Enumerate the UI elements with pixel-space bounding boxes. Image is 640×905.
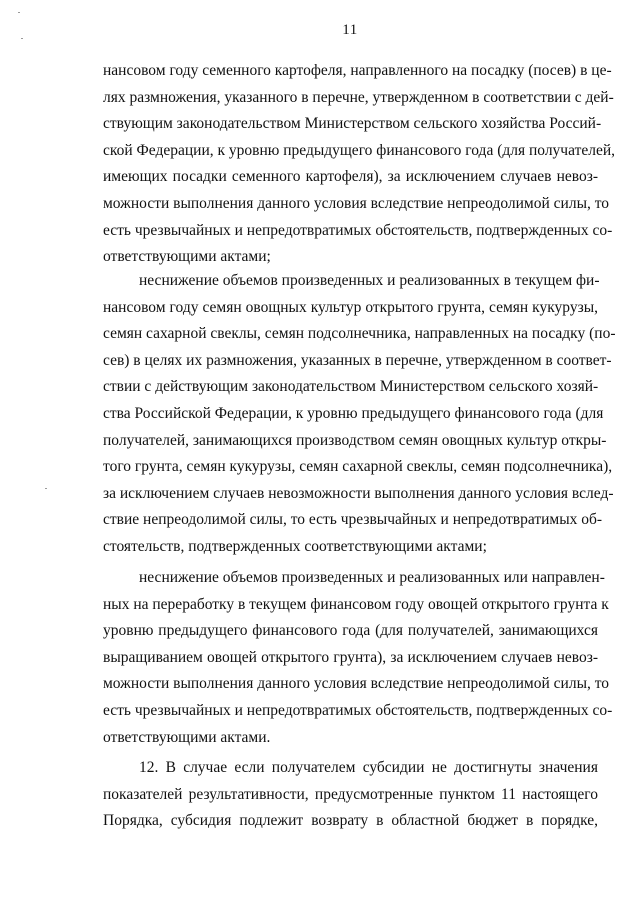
text-line: уровню предыдущего финансового года (для получателей, занимающихся — [103, 622, 598, 640]
text-line: ствие непреодолимой силы, то есть чрезвычайных и непредотвратимых об- — [103, 511, 603, 529]
text-line: ства Российской Федерации, к уровню предыдущего финансового года (для — [103, 404, 604, 422]
text-line: семян сахарной свеклы, семян подсолнечника, направленных на посадку (по- — [103, 325, 616, 343]
text-line: ствующим законодательством Министерством сельского хозяйства Россий- — [103, 115, 602, 133]
text-line: можности выполнения данного условия вследствие непреодолимой силы, то — [103, 194, 610, 212]
text-line: Порядка, субсидия подлежит возврату в областной бюджет в порядке, — [103, 812, 598, 830]
paragraph-item-12 — [103, 755, 598, 835]
text-line: сев) в целях их размножения, указанных в перечне, утвержденном в соответ- — [103, 351, 612, 369]
text-line: нансовом году семенного картофеля, направленного на посадку (посев) в це- — [103, 62, 612, 79]
page-number: 11 — [342, 22, 358, 38]
text-line: есть чрезвычайных и непредотвратимых обстоятельств, подтвержденных со- — [103, 701, 613, 719]
text-line: имеющих посадки семенного картофеля), за исключением случаев невоз- — [103, 168, 598, 186]
text-line: ответствующими актами. — [103, 728, 271, 746]
text-line: ных на переработку в текущем финансовом году овощей открытого грунта к — [103, 595, 609, 613]
scan-artifact — [18, 12, 20, 13]
text-line: есть чрезвычайных и непредотвратимых обстоятельств, подтвержденных со- — [103, 221, 613, 239]
text-line: неснижение объемов произведенных и реализованных или направлен- — [139, 569, 605, 586]
scan-artifact — [45, 488, 47, 489]
text-line: нансовом году семян овощных культур открытого грунта, семян кукурузы, — [103, 298, 598, 316]
text-line: ской Федерации, к уровню предыдущего финансового года (для получателей, — [103, 141, 616, 159]
text-line: показателей результативности, предусмотренные пунктом 11 настоящего — [103, 785, 598, 803]
text-line: можности выполнения данного условия вследствие непреодолимой силы, то — [103, 675, 610, 693]
text-line: за исключением случаев невозможности выполнения данного условия вслед- — [103, 484, 614, 502]
text-line: лях размножения, указанного в перечне, утвержденном в соответствии с дей- — [103, 88, 614, 106]
paragraph-vegetables — [103, 565, 613, 751]
text-line: ствии с действующим законодательством Министерством сельского хозяй- — [103, 378, 599, 396]
text-line: стоятельств, подтвержденных соответствующими актами; — [103, 537, 487, 555]
text-line: неснижение объемов произведенных и реализованных в текущем фи- — [139, 272, 600, 289]
text-line: 12. В случае если получателем субсидии не достигнуты значения — [139, 759, 598, 776]
text-line: получателей, занимающихся производством семян овощных культур откры- — [103, 431, 607, 449]
text-line: ответствующими актами; — [103, 248, 271, 266]
paragraph-continuation — [103, 58, 616, 271]
text-line: того грунта, семян кукурузы, семян сахарной свеклы, семян подсолнечника), — [103, 458, 613, 476]
paragraph-seeds — [103, 268, 616, 561]
text-line: выращиванием овощей открытого грунта), за исключением случаев невоз- — [103, 648, 598, 666]
